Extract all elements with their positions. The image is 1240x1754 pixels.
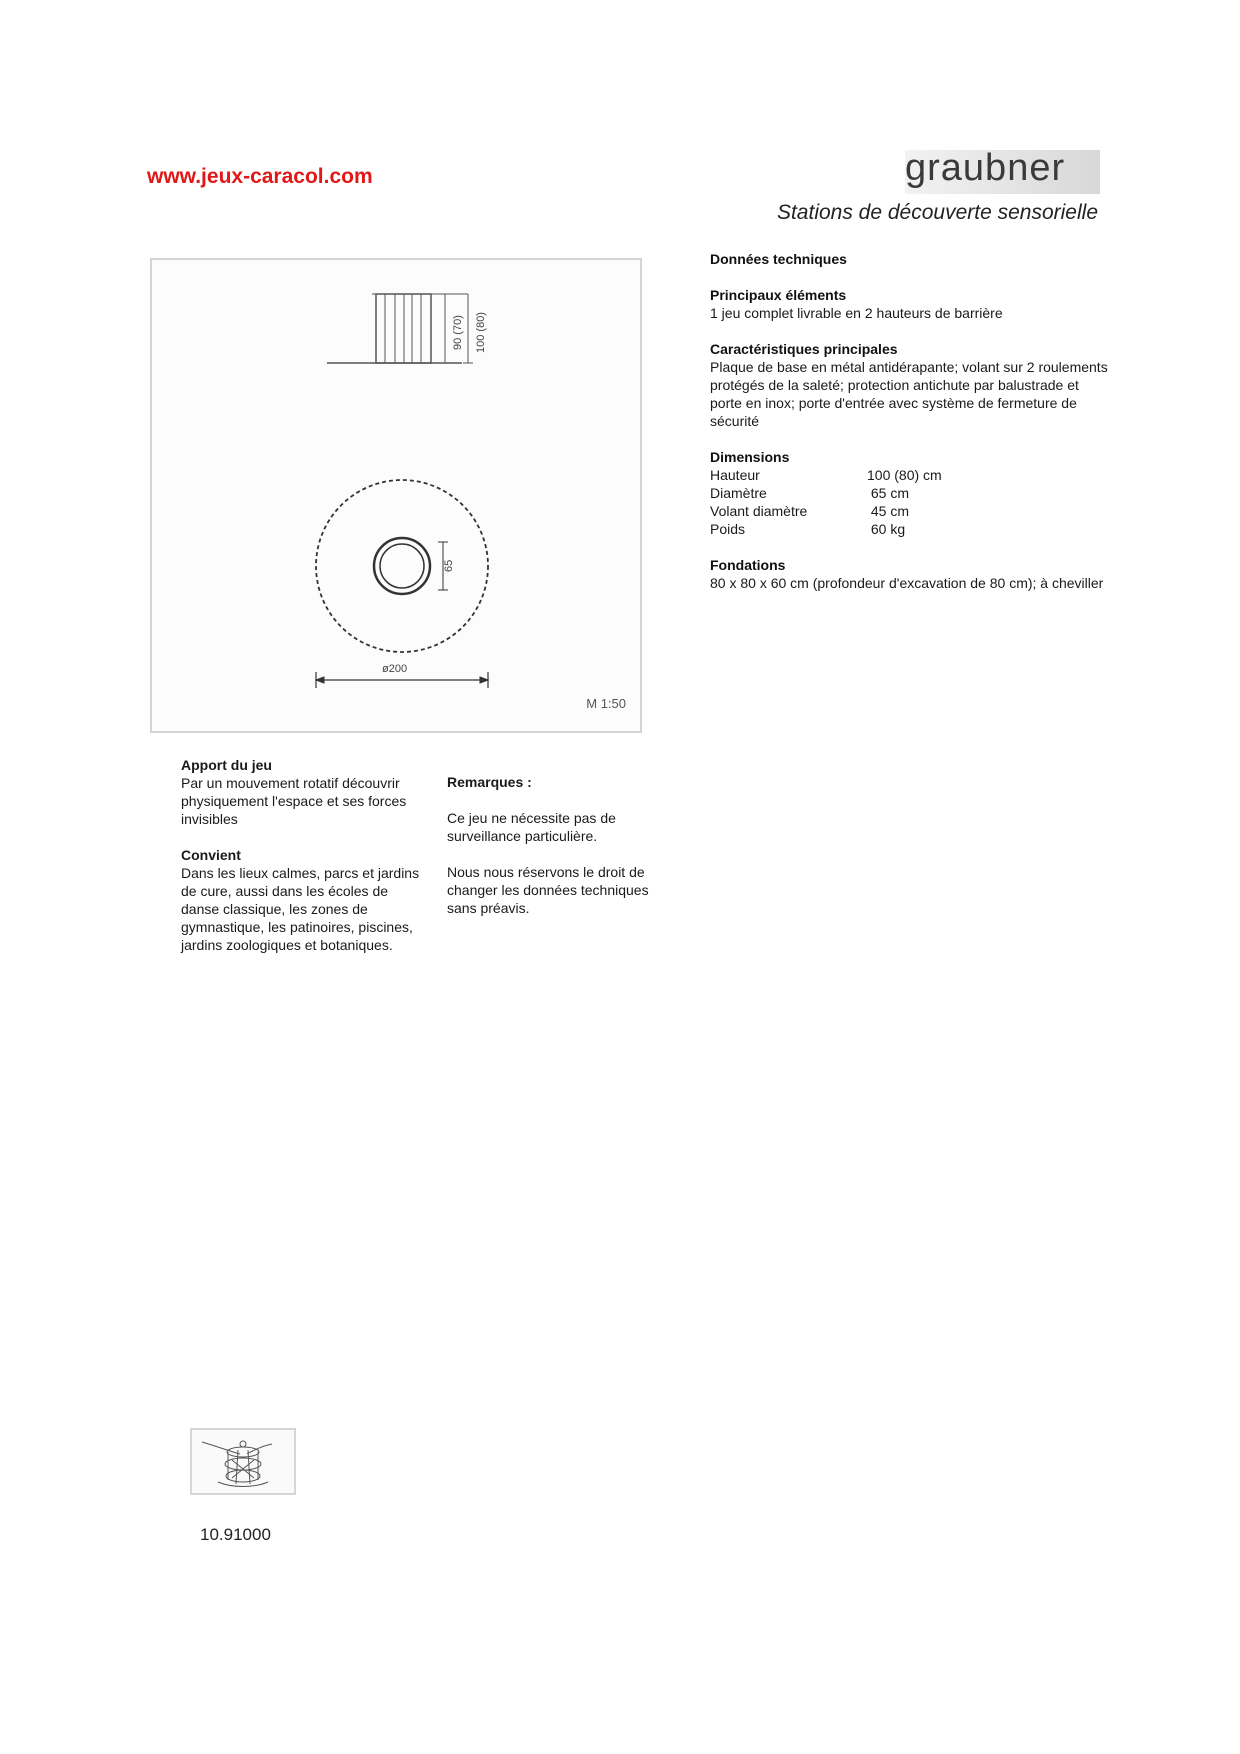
features-heading: Caractéristiques principales (710, 341, 898, 357)
dimension-row-weight (710, 520, 1110, 538)
scale-label: M 1:50 (586, 696, 626, 711)
dimension-label: Poids (710, 521, 746, 537)
main-elements-heading: Principaux éléments (710, 287, 847, 303)
dimension-row-diameter (710, 484, 1110, 502)
diameter-label: ø200 (382, 663, 408, 675)
drawing-svg (152, 260, 640, 731)
graubner-logo (905, 147, 1100, 194)
dimension-label: Volant diamètre (710, 503, 808, 519)
dimension-value: 60 kg (867, 521, 906, 537)
thumbnail-sketch (192, 1430, 294, 1493)
logo-wordmark: graubner (905, 147, 1066, 189)
contribution-heading: Apport du jeu (181, 757, 272, 773)
dimension-value: 100 (80) cm (867, 467, 942, 483)
plan-view (316, 480, 488, 688)
technical-drawing (150, 258, 642, 733)
website-url[interactable]: www.jeux-caracol.com (147, 165, 373, 188)
features-text: Plaque de base en métal antidérapante; volant sur 2 roulements protégés de la saleté; protection antichute par balustrade et porte en inox; porte d'entrée avec système de fermeture de sécurité (710, 359, 1108, 429)
technical-data (710, 250, 1110, 592)
dimension-value: 45 cm (867, 503, 910, 519)
dimension-row-height (710, 466, 1110, 484)
remarks (447, 773, 677, 917)
dimension-label: Hauteur (710, 467, 760, 483)
product-thumbnail (190, 1428, 296, 1495)
main-elements-text: 1 jeu complet livrable en 2 hauteurs de barrière (710, 305, 1003, 321)
dimensions-heading: Dimensions (710, 449, 790, 465)
suits-heading: Convient (181, 847, 241, 863)
contribution-text: Par un mouvement rotatif découvrir physiquement l'espace et ses forces invisibles (181, 775, 407, 827)
dimension-value: 65 cm (867, 485, 910, 501)
dimension-label: Diamètre (710, 485, 767, 501)
remarks-heading: Remarques : (447, 774, 532, 790)
technical-data-title: Données techniques (710, 251, 847, 267)
suits-text: Dans les lieux calmes, parcs et jardins de cure, aussi dans les écoles de danse classique, les zones de gymnastique, les patinoires, piscines, jardins zoologiques et botaniques. (181, 865, 420, 953)
dimension-row-wheel-diameter (710, 502, 1110, 520)
game-description (181, 756, 421, 954)
inner-dimension-label: 65 (443, 559, 455, 572)
foundation-heading: Fondations (710, 557, 786, 573)
height-label-outer: 100 (80) (475, 312, 487, 353)
article-number: 10.91000 (200, 1525, 271, 1544)
remarks-text-rights: Nous nous réservons le droit de changer les données techniques sans préavis. (447, 864, 649, 916)
height-label-inner: 90 (70) (452, 315, 464, 350)
product-category-title: Stations de découverte sensorielle (776, 201, 1098, 224)
remarks-text-supervision: Ce jeu ne nécessite pas de surveillance particulière. (447, 810, 616, 844)
foundation-text: 80 x 80 x 60 cm (profondeur d'excavation de 80 cm); à cheviller (710, 575, 1104, 591)
